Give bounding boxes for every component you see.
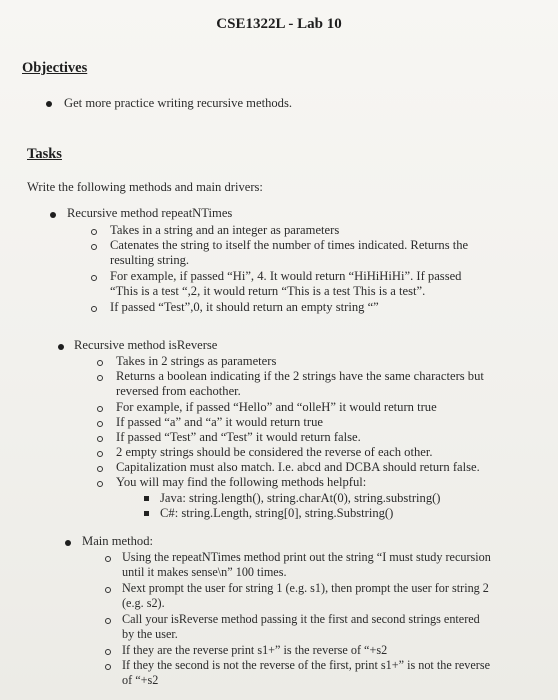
- repeat-point: If passed “Test”,0, it should return an empty string “”: [110, 300, 379, 314]
- tasks-intro: Write the following methods and main drivers:: [27, 180, 263, 194]
- reverse-point: 2 empty strings should be considered the reverse of each other.: [116, 445, 433, 459]
- main-point: Using the repeatNTimes method print out the string “I must study recursion: [122, 550, 491, 564]
- hollow-bullet-icon: [105, 664, 111, 670]
- hollow-bullet-icon: [105, 618, 111, 624]
- main-point: Next prompt the user for string 1 (e.g. s1), then prompt the user for string 2: [122, 581, 489, 595]
- bullet-dot-icon: [50, 212, 56, 218]
- repeat-method-label: Recursive method repeatNTimes: [67, 206, 233, 220]
- helper-methods-csharp: C#: string.Length, string[0], string.Substring(): [160, 506, 394, 520]
- hollow-bullet-icon: [97, 406, 103, 412]
- hollow-bullet-icon: [97, 360, 103, 366]
- reverse-point: reversed from eachother.: [116, 384, 241, 398]
- reverse-point: Takes in 2 strings as parameters: [116, 354, 277, 368]
- reverse-method-label: Recursive method isReverse: [74, 338, 218, 352]
- hollow-bullet-icon: [97, 481, 103, 487]
- reverse-point: For example, if passed “Hello” and “olleH” it would return true: [116, 400, 437, 414]
- main-method-label: Main method:: [82, 534, 154, 548]
- main-point: If they are the reverse print s1+” is the reverse of “+s2: [122, 643, 388, 657]
- hollow-bullet-icon: [105, 587, 111, 593]
- objective-item: Get more practice writing recursive methods.: [64, 96, 293, 110]
- repeat-point: “This is a test “,2, it would return “This is a test This is a test”.: [110, 284, 426, 298]
- reverse-point: If passed “a” and “a” it would return true: [116, 415, 324, 429]
- hollow-bullet-icon: [97, 466, 103, 472]
- hollow-bullet-icon: [105, 649, 111, 655]
- hollow-bullet-icon: [91, 306, 97, 312]
- hollow-bullet-icon: [91, 244, 97, 250]
- square-bullet-icon: [144, 511, 149, 516]
- main-point: until it makes sense\n” 100 times.: [122, 565, 287, 579]
- hollow-bullet-icon: [97, 436, 103, 442]
- repeat-point: For example, if passed “Hi”, 4. It would return “HiHiHiHi”. If passed: [110, 269, 462, 283]
- bullet-dot-icon: [46, 101, 52, 107]
- helper-methods-java: Java: string.length(), string.charAt(0), string.substring(): [160, 491, 441, 505]
- repeat-point: Takes in a string and an integer as parameters: [110, 223, 340, 237]
- reverse-point: Capitalization must also match. I.e. abcd and DCBA should return false.: [116, 460, 480, 474]
- tasks-heading: Tasks: [27, 146, 62, 162]
- main-point: Call your isReverse method passing it the first and second strings entered: [122, 612, 480, 626]
- repeat-point: Catenates the string to itself the number of times indicated. Returns the: [110, 238, 469, 252]
- square-bullet-icon: [144, 496, 149, 501]
- hollow-bullet-icon: [91, 229, 97, 235]
- bullet-dot-icon: [65, 540, 71, 546]
- hollow-bullet-icon: [105, 556, 111, 562]
- hollow-bullet-icon: [97, 451, 103, 457]
- hollow-bullet-icon: [97, 375, 103, 381]
- bullet-dot-icon: [58, 344, 64, 350]
- main-point: of “+s2: [122, 673, 159, 687]
- main-point: If they the second is not the reverse of the first, print s1+” is not the reverse: [122, 658, 490, 672]
- page-title: CSE1322L - Lab 10: [216, 16, 342, 32]
- main-point: by the user.: [122, 627, 178, 641]
- main-point: (e.g. s2).: [122, 596, 165, 610]
- hollow-bullet-icon: [91, 275, 97, 281]
- repeat-point: resulting string.: [110, 253, 190, 267]
- reverse-point: Returns a boolean indicating if the 2 strings have the same characters but: [116, 369, 484, 383]
- hollow-bullet-icon: [97, 421, 103, 427]
- reverse-point: If passed “Test” and “Test” it would return false.: [116, 430, 361, 444]
- reverse-point: You will may find the following methods helpful:: [116, 475, 367, 489]
- objectives-heading: Objectives: [22, 60, 88, 76]
